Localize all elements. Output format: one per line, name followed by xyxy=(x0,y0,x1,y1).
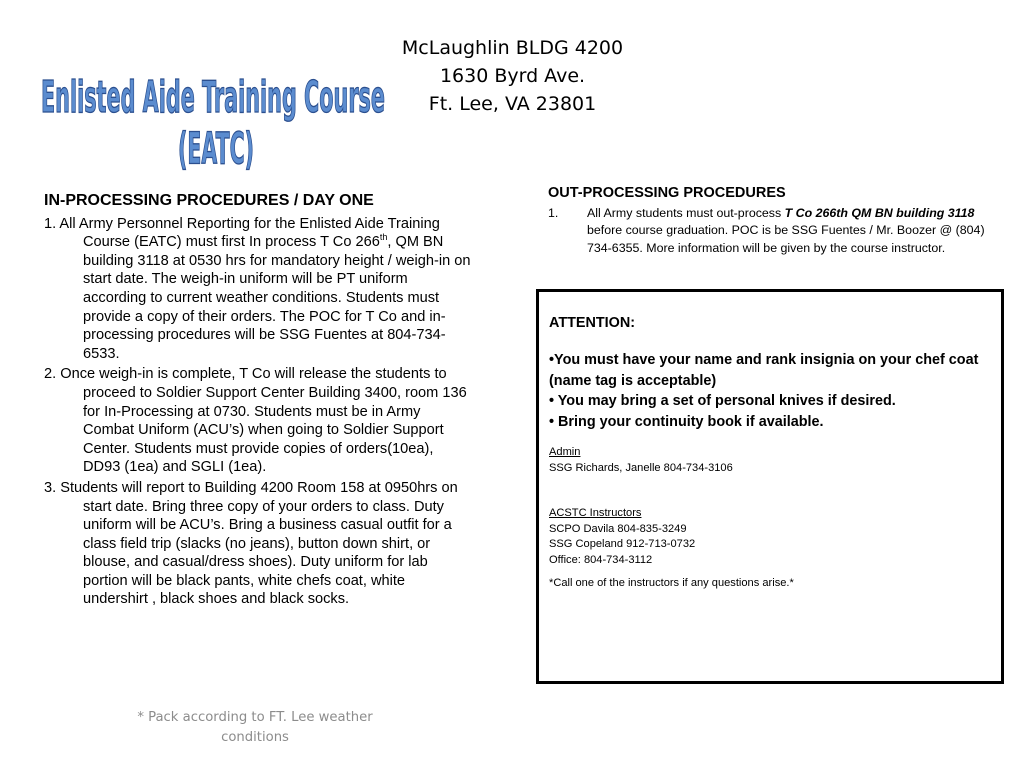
packing-note-line1: * Pack according to FT. Lee weather xyxy=(137,710,373,725)
eatc-logo-graphic xyxy=(38,58,388,178)
step-1-text-a: 1. All Army Personnel Reporting for the Enlisted Aide Training Course (EATC) must first In process T Co 266 xyxy=(44,215,440,251)
out-processing-title: OUT-PROCESSING PROCEDURES xyxy=(548,185,786,201)
address-block xyxy=(340,34,685,118)
logo-line2: (EATC) xyxy=(177,123,254,174)
admin-contact: SSG Richards, Janelle 804-734-3106 xyxy=(549,461,733,474)
office-phone: Office: 804-734-3112 xyxy=(549,553,653,566)
eatc-logo xyxy=(38,58,388,178)
out-processing-location: T Co 266th QM BN building 3118 xyxy=(784,206,975,220)
step-1-text-b: , QM BN building 3118 at 0530 hrs for mandatory height / weigh-in on start date. The weigh-in uniform will be PT uniform according to current weather conditions. Students must provide a copy of their orders. The POC for T Co and in-processing procedures will be SSG Fuentes at 804-734-6533. xyxy=(83,234,471,362)
address-line1: McLaughlin BLDG 4200 xyxy=(401,37,624,59)
instructor-davila: SCPO Davila 804-835-3249 xyxy=(549,522,687,535)
logo-line1: Enlisted Aide Training Course xyxy=(40,72,385,123)
out-processing-item-number: 1. xyxy=(548,206,559,220)
attention-bullet-name-rank: •You must have your name and rank insignia on your chef coat (name tag is acceptable) xyxy=(549,352,979,389)
in-processing-step-2: 2. Once weigh-in is complete, T Co will release the students to proceed to Soldier Support Center Building 3400, room 136 for In-Processing at 0730. Students must be in Army Combat Uniform (ACU’s) when going to Soldier Support Center. Students must provide copies of orders(10ea), DD93 (1ea) and SGLI (1ea). xyxy=(44,366,467,476)
attention-box xyxy=(536,289,1004,684)
instructors-label: ACSTC Instructors xyxy=(549,507,642,519)
packing-note xyxy=(125,708,385,748)
packing-note-line2: conditions xyxy=(221,730,289,745)
out-processing-section xyxy=(548,185,988,257)
attention-title: ATTENTION: xyxy=(549,315,636,331)
admin-label: Admin xyxy=(549,446,581,458)
address-line3: Ft. Lee, VA 23801 xyxy=(428,93,597,115)
step-1-superscript: th xyxy=(379,232,388,243)
in-processing-step-3: 3. Students will report to Building 4200 Room 158 at 0950hrs on start date. Bring three copy of your orders to class. Duty uniform will be ACU’s. Bring a business casual outfit for a class field trip (slacks (no jeans), button down shirt, or blouse, and casual/dress shoes). Duty uniform for lab portion will be black pants, white chefs coat, white undershirt , black shoes and black socks. xyxy=(44,479,458,608)
in-processing-title: IN-PROCESSING PROCEDURES / DAY ONE xyxy=(44,192,374,209)
in-processing-step-1 xyxy=(44,215,472,364)
out-processing-item xyxy=(548,205,988,257)
out-processing-text-a: All Army students must out-process xyxy=(587,206,785,220)
instructor-copeland: SSG Copeland 912-713-0732 xyxy=(549,538,696,550)
attention-bullet-knives: • You may bring a set of personal knives if desired. xyxy=(549,393,896,409)
out-processing-text-b: before course graduation. POC is be SSG Fuentes / Mr. Boozer @ (804) 734-6355. More information will be given by the course instructor. xyxy=(587,223,985,255)
call-note: *Call one of the instructors if any questions arise.* xyxy=(549,577,794,589)
attention-bullet-continuity-book: • Bring your continuity book if available. xyxy=(549,413,824,430)
in-processing-section xyxy=(44,192,472,611)
address-line2: 1630 Byrd Ave. xyxy=(439,65,586,87)
